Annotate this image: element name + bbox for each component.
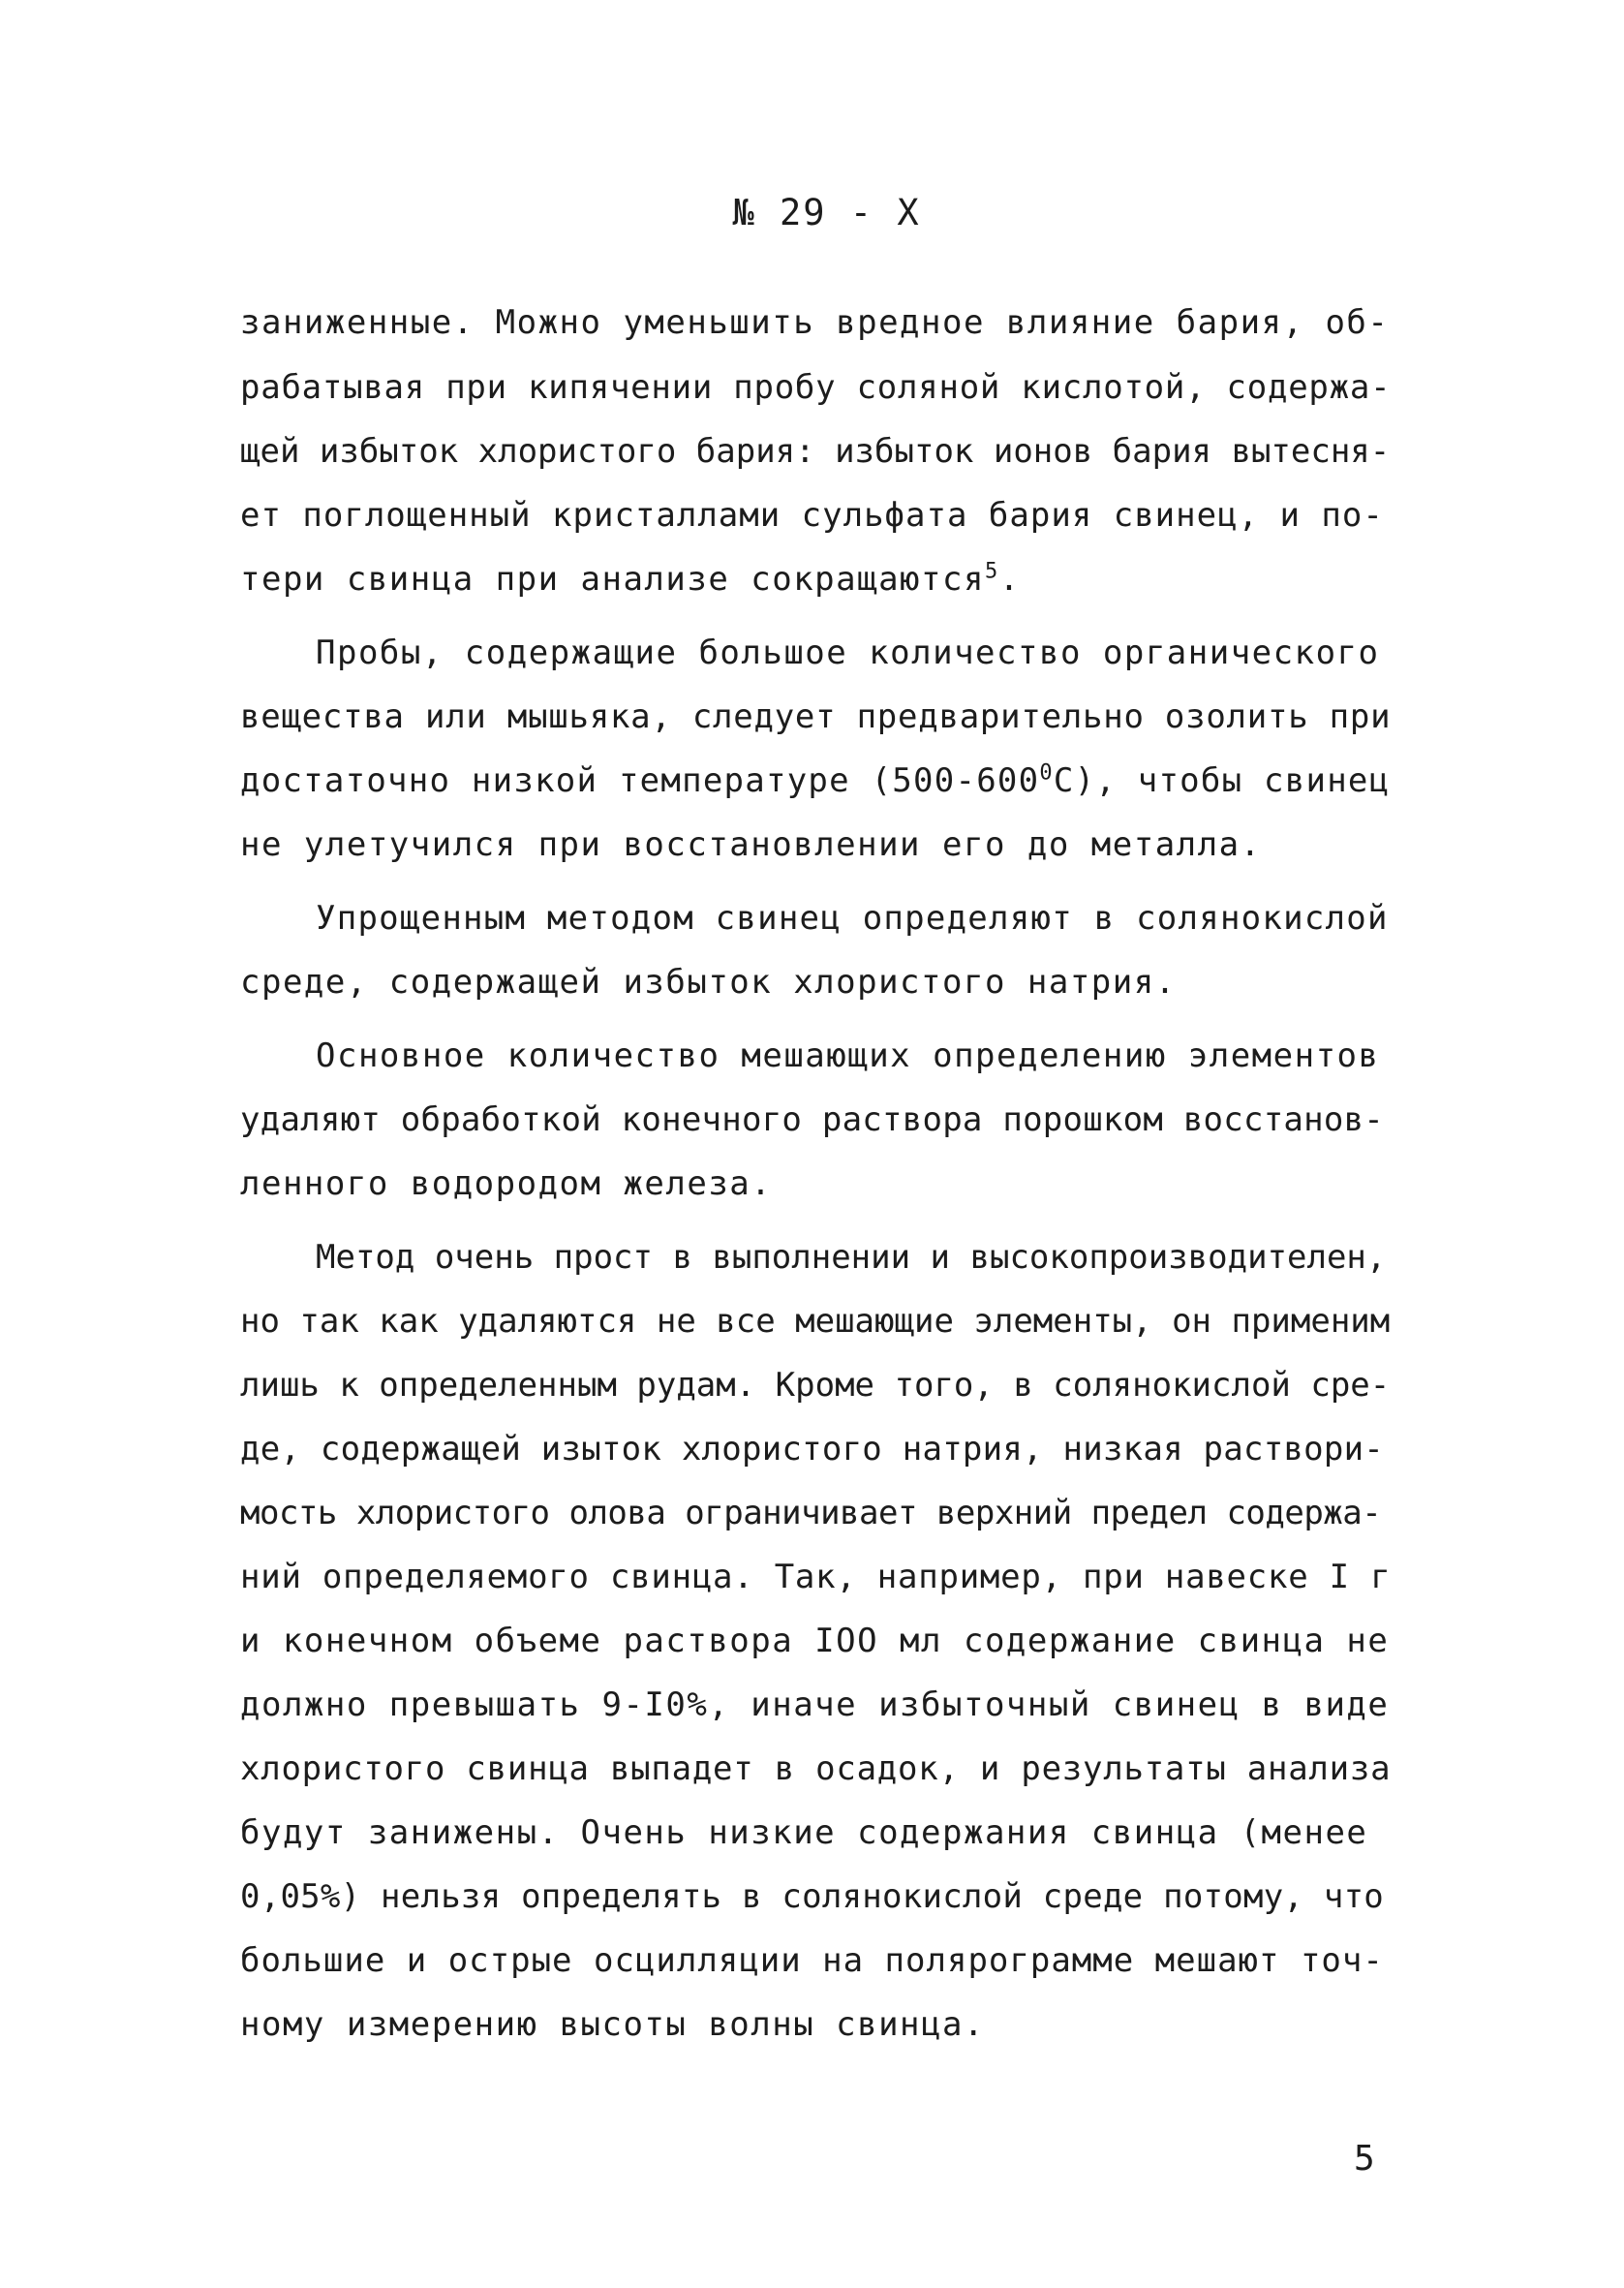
- paragraph-first-line: Метод очень прост в выполнении и высокопроизводителен,: [316, 1238, 1387, 1277]
- text-line: де, содержащей изыток хлористого натрия, низкая раствори-: [240, 1430, 1385, 1469]
- text-line: вещества или мышьяка, следует предварительно озолить при: [240, 697, 1392, 736]
- text-fragment: С), чтобы свинец: [1053, 761, 1391, 800]
- document-number-header: № 29 - X: [732, 192, 921, 233]
- text-line: лишь к определенным рудам. Кроме того, в солянокислой сре-: [240, 1366, 1391, 1405]
- text-line: и конечном объеме раствора IOO мл содержание свинца не: [240, 1622, 1390, 1660]
- text-line: ет поглощенный кристаллами сульфата бария свинец, и по-: [240, 496, 1384, 535]
- text-line: среде, содержащей избыток хлористого натрия.: [240, 963, 1177, 1002]
- text-line: ний определяемого свинца. Так, например, при навеске I г: [240, 1558, 1392, 1596]
- text-line: ленного водородом железа.: [240, 1164, 773, 1203]
- text-line: ному измерению высоты волны свинца.: [240, 2005, 985, 2044]
- text-line: но так как удаляются не все мешающие элементы, он применим: [240, 1302, 1391, 1341]
- text-line: рабатывая при кипячении пробу соляной кислотой, содержа-: [240, 368, 1392, 407]
- text-line-with-superscript: [240, 761, 1390, 800]
- text-line: мость хлористого олова ограничивает верхний предел содержа-: [240, 1494, 1382, 1532]
- text-line: должно превышать 9-I0%, иначе избыточный свинец в виде: [240, 1685, 1390, 1724]
- text-line: хлористого свинца выпадет в осадок, и результаты анализа: [240, 1749, 1392, 1788]
- text-line: большие и острые осцилляции на полярограмме мешают точ-: [240, 1941, 1384, 1980]
- text-fragment: .: [998, 560, 1021, 599]
- footnote-reference: 5: [984, 559, 999, 584]
- text-line: 0,05%) нельзя определять в солянокислой среде потому, что: [240, 1877, 1385, 1916]
- text-line: не улетучился при восстановлении его до металла.: [240, 825, 1262, 864]
- text-fragment: достаточно низкой температуре (500-600: [240, 761, 1040, 800]
- degree-superscript: 0: [1039, 760, 1054, 786]
- paragraph-first-line: Пробы, содержащие большое количество органического: [316, 634, 1380, 672]
- paragraph-first-line: Упрощенным методом свинец определяют в солянокислой: [316, 899, 1389, 938]
- text-line: удаляют обработкой конечного раствора порошком восстанов-: [240, 1100, 1385, 1139]
- text-line: будут занижены. Очень низкие содержания свинца (менее: [240, 1813, 1368, 1852]
- paragraph-first-line: Основное количество мешающих определению элементов: [316, 1036, 1380, 1075]
- text-line: щей избыток хлористого бария: избыток ионов бария вытесня-: [240, 432, 1391, 471]
- text-line-with-footnote: [240, 560, 1021, 599]
- text-line: заниженные. Можно уменьшить вредное влияние бария, об-: [240, 303, 1390, 342]
- page-number: 5: [1354, 2139, 1375, 2179]
- text-fragment: тери свинца при анализе сокращаются: [240, 560, 985, 599]
